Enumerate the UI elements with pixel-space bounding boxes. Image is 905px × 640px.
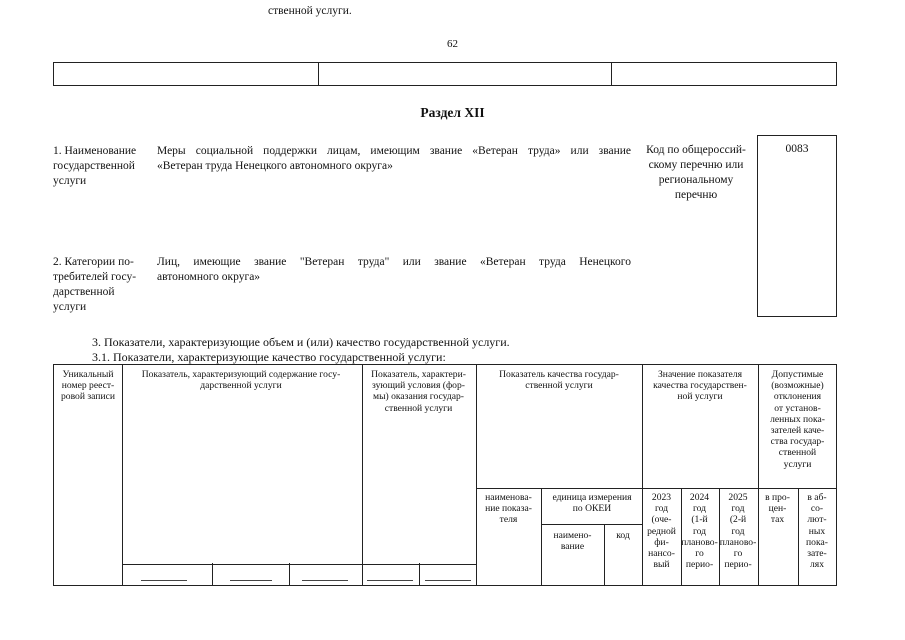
header-content-indicator: Показатель, характеризующий содержание госу- дарственной услуги — [141, 369, 341, 392]
header-indicator-name: наименова- ние показа- теля — [485, 492, 532, 526]
header-conditions-indicator: Показатель, характери- зующий условия (фор- мы) оказания государ- ственной услуги — [371, 369, 466, 414]
blank-name-line — [367, 580, 413, 581]
header-unit-name: наимено- вание — [553, 530, 592, 553]
header-indicator-value: Значение показателя качества государствен- ной услуги — [653, 369, 747, 403]
row-divider — [122, 564, 476, 565]
continuation-table — [53, 62, 837, 86]
page-number: 62 — [447, 38, 458, 50]
blank-name-line — [141, 580, 187, 581]
code-value: 0083 — [785, 143, 809, 155]
header-year-2023: 2023 год (оче- редной фи- нансо- вый — [647, 492, 676, 571]
section-title: Раздел XII — [420, 105, 485, 120]
header-percent: в про- цен- тах — [765, 492, 790, 526]
table-divider — [611, 63, 612, 85]
blank-name-line — [302, 580, 348, 581]
item1-value: Меры социальной поддержки лицам, имеющим звание «Ветеран труда» или звание «Ветеран труда Ненецкого автономного округа» — [157, 145, 631, 172]
table-divider — [318, 63, 319, 85]
header-quality-indicator: Показатель качества государ- ственной услуги — [499, 369, 619, 392]
header-year-2025: 2025 год (2-й год планово- го перио- — [719, 492, 757, 571]
continuation-text: ственной услуги. — [268, 5, 352, 17]
col-divider — [476, 365, 477, 585]
header-okei-unit: единица измерения по ОКЕИ — [552, 492, 632, 515]
item2-label: 2. Категории по- требителей госу- дарственной услуги — [53, 256, 137, 313]
item1-label: 1. Наименование государственной услуги — [53, 145, 137, 187]
col-divider — [212, 563, 213, 586]
item2-value: Лиц, имеющие звание "Ветеран труда" или звание «Ветеран труда Ненецкого автономного округа» — [157, 256, 631, 283]
col-divider — [122, 365, 123, 585]
code-box — [757, 135, 837, 317]
col-divider — [289, 563, 290, 586]
row-divider — [476, 488, 837, 489]
header-absolute: в аб- со- лют- ных пока- зате- лях — [806, 492, 828, 571]
blank-name-line — [425, 580, 471, 581]
code-label: Код по общероссий- скому перечню или региональному перечню — [646, 144, 746, 201]
item31-heading: 3.1. Показатели, характеризующие качество государственной услуги: — [92, 350, 446, 364]
header-unique-number: Уникальный номер реест- ровой записи — [61, 369, 115, 403]
col-divider — [419, 563, 420, 586]
item3-heading: 3. Показатели, характеризующие объем и (или) качество государственной услуги. — [92, 335, 510, 349]
blank-name-line — [230, 580, 272, 581]
header-unit-code: код — [616, 530, 630, 541]
header-year-2024: 2024 год (1-й год планово- го перио- — [681, 492, 718, 571]
header-allowed-deviations: Допустимые (возможные) отклонения от установ- ленных пока- зателей каче- ства государ- ственной услуги — [770, 369, 825, 470]
row-divider — [541, 524, 642, 525]
